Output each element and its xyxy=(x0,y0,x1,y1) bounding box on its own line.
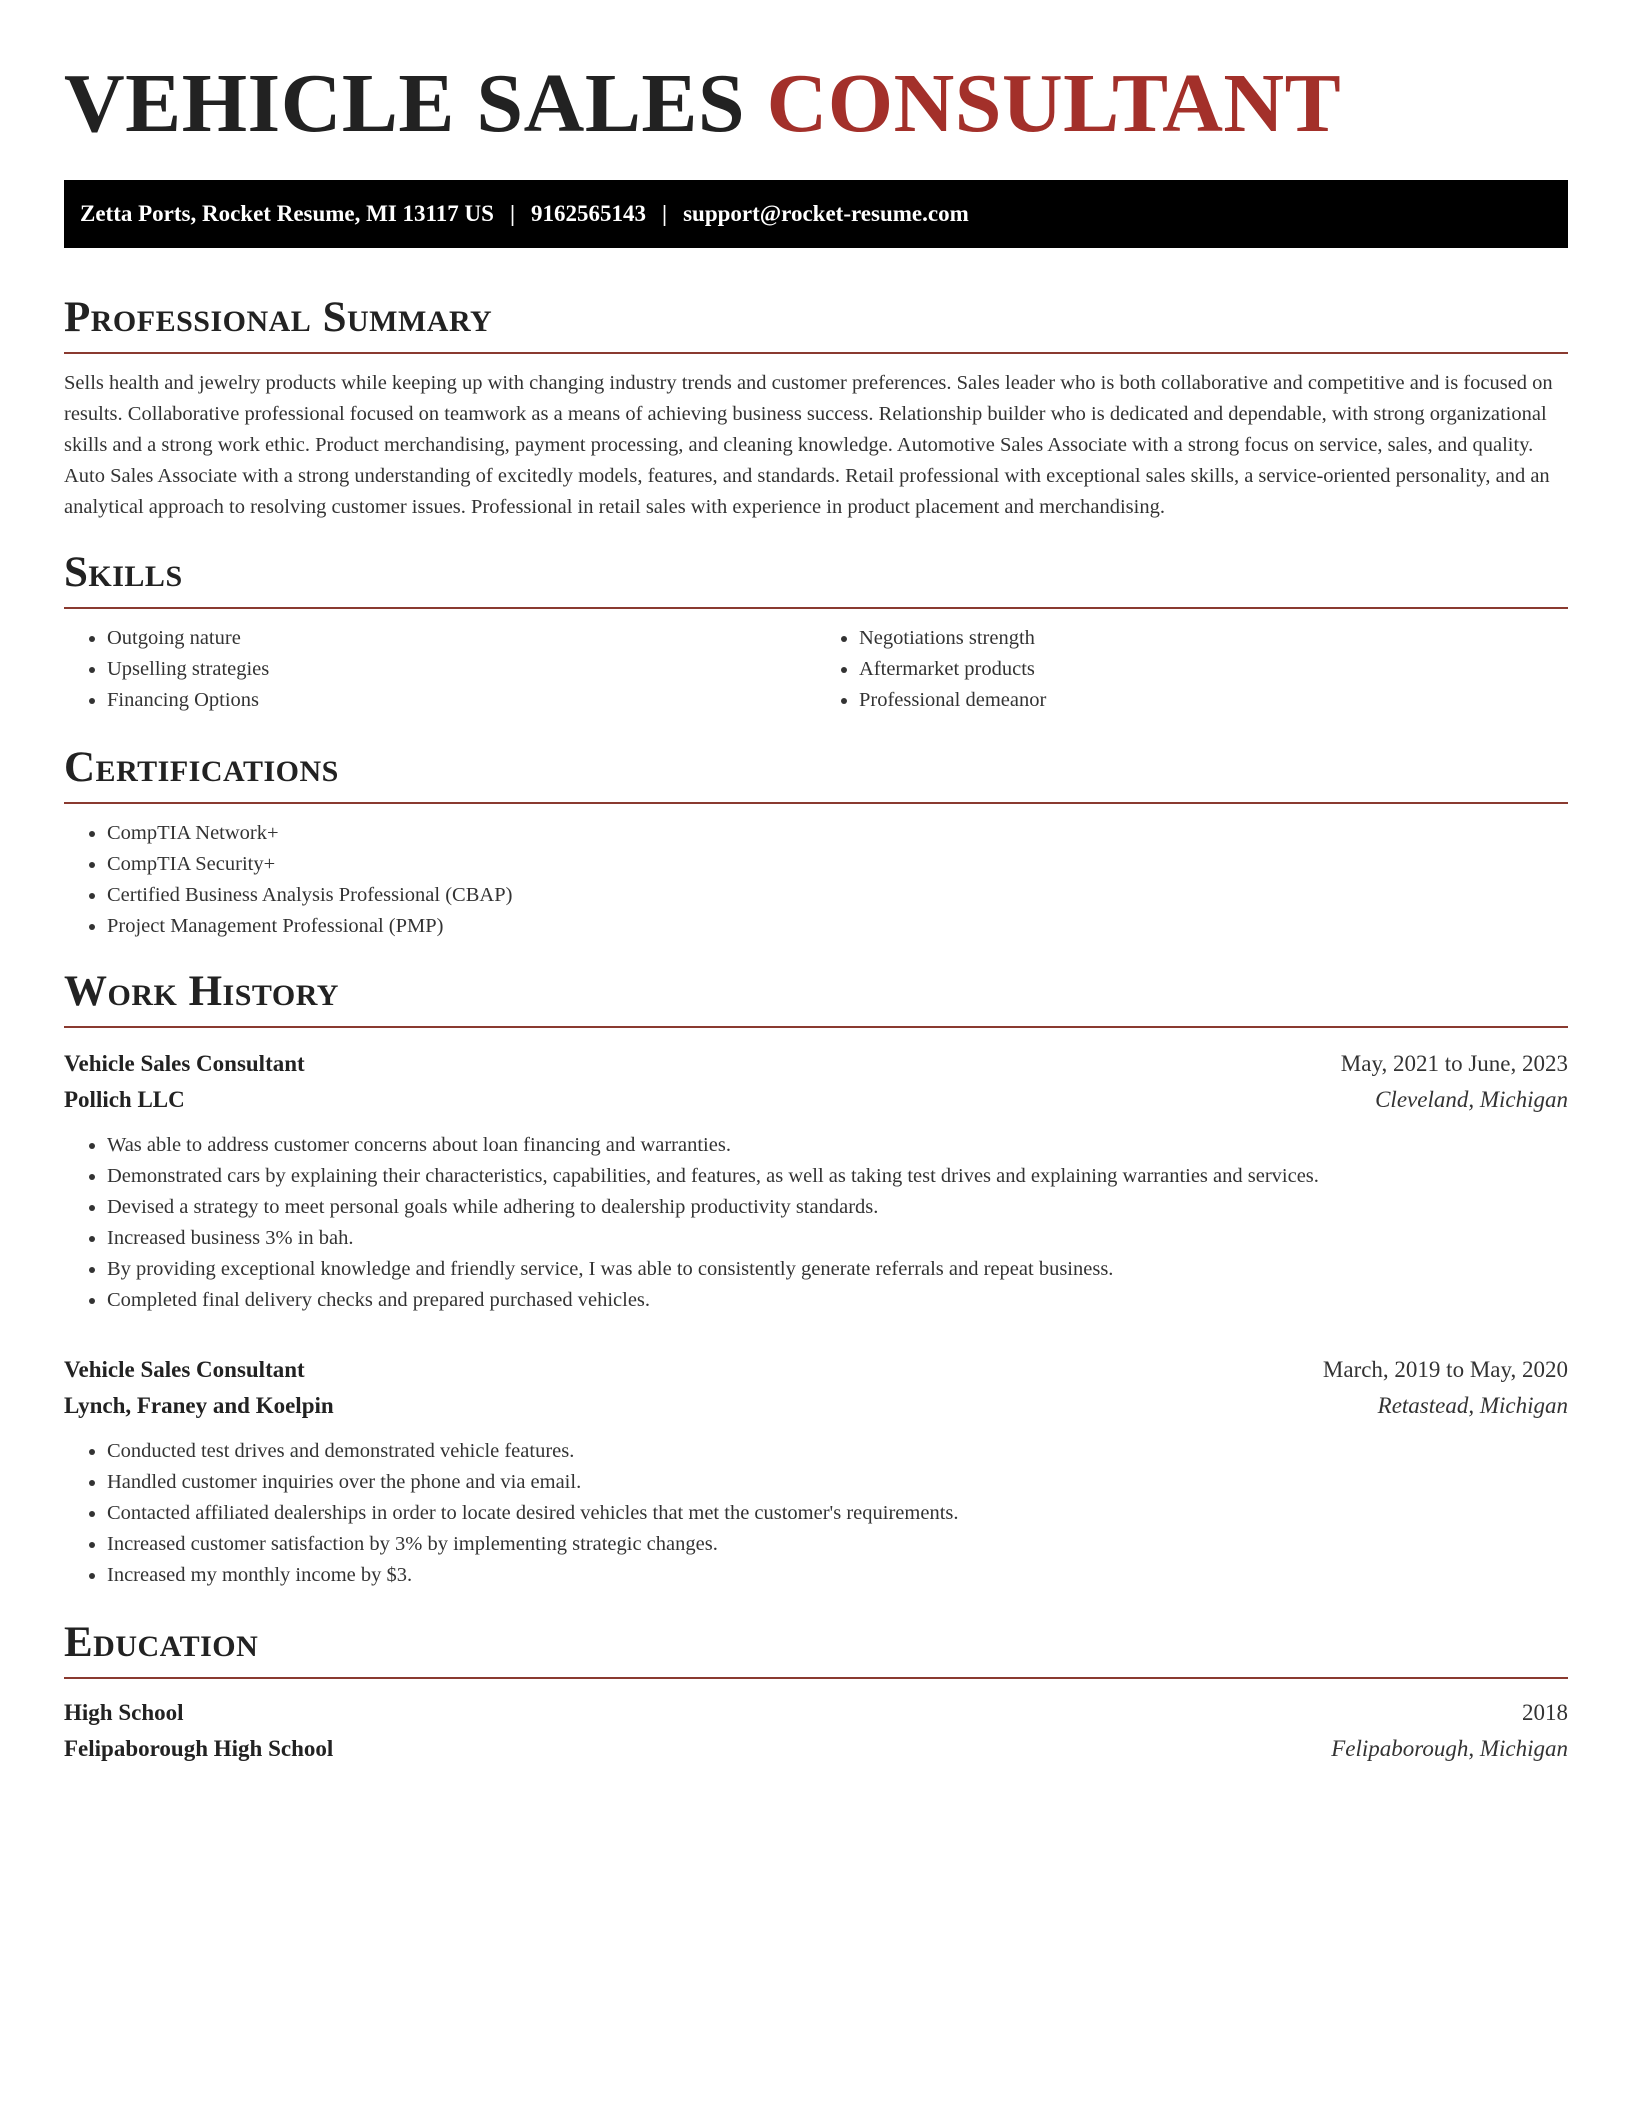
education-entry xyxy=(64,1695,1568,1767)
certifications-list xyxy=(64,818,1568,942)
section-divider xyxy=(64,1677,1568,1679)
contact-separator: | xyxy=(509,201,516,226)
certification-item: • Certified Business Analysis Professional (CBAP) xyxy=(107,880,1568,911)
job-bullet: • Conducted test drives and demonstrated vehicle features. xyxy=(107,1436,1568,1467)
work-history-heading: Work History xyxy=(64,968,339,1015)
job-bullets xyxy=(64,1436,1568,1591)
education-school: Felipaborough High School xyxy=(64,1736,334,1761)
education-year: 2018 xyxy=(1522,1700,1568,1725)
education-header-row xyxy=(64,1695,1568,1731)
skill-item: • Aftermarket products xyxy=(859,654,1568,685)
job-bullet: • Was able to address customer concerns about loan financing and warranties. xyxy=(107,1130,1568,1161)
job-dates: March, 2019 to May, 2020 xyxy=(1322,1357,1568,1382)
contact-email: support@rocket-resume.com xyxy=(683,201,969,226)
certification-item: • Project Management Professional (PMP) xyxy=(107,911,1568,942)
job-bullet: • Contacted affiliated dealerships in order to locate desired vehicles that met the customer's requirements. xyxy=(107,1498,1568,1529)
contact-bar xyxy=(64,180,1568,248)
job-header-row xyxy=(64,1046,1568,1082)
job-entry xyxy=(64,1046,1568,1316)
skill-item: • Negotiations strength xyxy=(859,623,1568,654)
job-bullet: • Completed final delivery checks and prepared purchased vehicles. xyxy=(107,1285,1568,1316)
skills-heading: Skills xyxy=(64,549,183,596)
skills-grid xyxy=(64,623,1568,716)
name-last: CONSULTANT xyxy=(766,57,1342,150)
education-location: Felipaborough, Michigan xyxy=(1331,1736,1568,1761)
resume-name xyxy=(64,56,1568,152)
job-company-row xyxy=(64,1082,1568,1118)
summary-section xyxy=(64,292,1568,523)
job-bullet: • Handled customer inquiries over the phone and via email. xyxy=(107,1467,1568,1498)
summary-text: Sells health and jewelry products while keeping up with changing industry trends and customer preferences. Sales leader who is both collaborative and competitive and is focused on results. Collaborative professional focused on teamwork as a means of achieving business success. Relationship builder who is dedicated and dependable, with strong organizational skills and a strong work ethic. Product merchandising, payment processing, and cleaning knowledge. Automotive Sales Associate with a strong focus on service, sales, and quality. Auto Sales Associate with a strong understanding of excitedly models, features, and standards. Retail professional with exceptional sales skills, a service-oriented personality, and an analytical approach to resolving customer issues. Professional in retail sales with experience in product placement and merchandising. xyxy=(64,372,1553,518)
certification-item: • CompTIA Security+ xyxy=(107,849,1568,880)
job-bullet: • Increased customer satisfaction by 3% by implementing strategic changes. xyxy=(107,1529,1568,1560)
work-history-section xyxy=(64,966,1568,1591)
job-bullet: • Devised a strategy to meet personal goals while adhering to dealership productivity standards. xyxy=(107,1192,1568,1223)
certifications-heading: Certifications xyxy=(64,744,339,791)
job-title: Vehicle Sales Consultant xyxy=(64,1357,305,1382)
skills-list-right xyxy=(816,623,1568,716)
job-bullet: • Increased business 3% in bah. xyxy=(107,1223,1568,1254)
job-location: Retastead, Michigan xyxy=(1377,1393,1568,1418)
skill-item: • Financing Options xyxy=(107,685,816,716)
job-bullets xyxy=(64,1130,1568,1316)
job-location: Cleveland, Michigan xyxy=(1375,1087,1568,1112)
summary-heading: Professional Summary xyxy=(64,294,493,341)
section-divider xyxy=(64,607,1568,609)
skill-item: • Upselling strategies xyxy=(107,654,816,685)
section-divider xyxy=(64,802,1568,804)
skills-section xyxy=(64,547,1568,716)
certifications-section xyxy=(64,742,1568,942)
skill-item: • Professional demeanor xyxy=(859,685,1568,716)
section-divider xyxy=(64,352,1568,354)
section-divider xyxy=(64,1026,1568,1028)
contact-separator: | xyxy=(662,201,668,226)
name-first: VEHICLE SALES xyxy=(64,57,746,150)
job-bullet: • By providing exceptional knowledge and friendly service, I was able to consistently generate referrals and repeat business. xyxy=(107,1254,1568,1285)
job-title: Vehicle Sales Consultant xyxy=(64,1051,305,1076)
job-bullet: • Increased my monthly income by $3. xyxy=(107,1560,1568,1591)
skills-list-left xyxy=(64,623,816,716)
job-dates: May, 2021 to June, 2023 xyxy=(1340,1051,1568,1076)
education-school-row xyxy=(64,1731,1568,1767)
job-company: Lynch, Franey and Koelpin xyxy=(64,1393,334,1418)
contact-address: Zetta Ports, Rocket Resume, MI 13117 US xyxy=(80,201,494,226)
job-company: Pollich LLC xyxy=(64,1087,185,1112)
certification-item: • CompTIA Network+ xyxy=(107,818,1568,849)
job-entry xyxy=(64,1352,1568,1591)
education-heading: Education xyxy=(64,1619,259,1666)
education-degree: High School xyxy=(64,1700,184,1725)
job-header-row xyxy=(64,1352,1568,1388)
skill-item: • Outgoing nature xyxy=(107,623,816,654)
job-bullet: • Demonstrated cars by explaining their characteristics, capabilities, and features, as well as taking test drives and explaining warranties and services. xyxy=(107,1161,1568,1192)
contact-phone: 9162565143 xyxy=(531,201,647,226)
education-section xyxy=(64,1617,1568,1767)
job-company-row xyxy=(64,1388,1568,1424)
